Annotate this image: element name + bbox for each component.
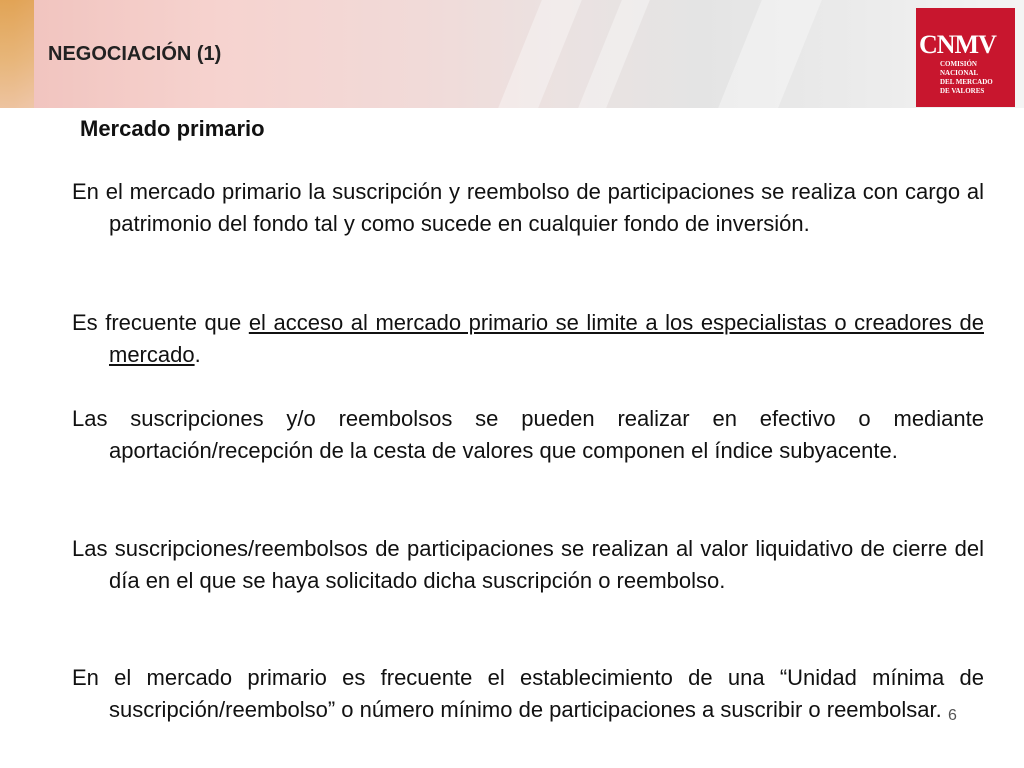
header-band bbox=[0, 0, 1024, 108]
logo-name: COMISIÓN NACIONAL DEL MERCADO DE VALORES bbox=[940, 60, 993, 95]
paragraph-2-underlined: el acceso al mercado primario se limite a los especialistas o creadores de mercado bbox=[109, 310, 984, 367]
header-decoration bbox=[718, 0, 822, 108]
header-decoration bbox=[498, 0, 582, 108]
page-number: 6 bbox=[948, 707, 957, 724]
header-decoration bbox=[578, 0, 650, 108]
header-accent-stripe bbox=[0, 0, 34, 108]
logo-mark: CNMV bbox=[919, 30, 996, 59]
paragraph-1: En el mercado primario la suscripción y reembolso de participaciones se realiza con cargo al patrimonio del fondo tal y como sucede en cualquier fondo de inversión. bbox=[72, 179, 984, 236]
slide-title: NEGOCIACIÓN (1) bbox=[48, 43, 222, 65]
paragraph-2-lead: Es frecuente que bbox=[72, 310, 249, 335]
paragraph-2 bbox=[72, 307, 984, 371]
paragraph-2-end: . bbox=[194, 342, 201, 367]
section-subheading: Mercado primario bbox=[80, 116, 265, 141]
paragraph-5: En el mercado primario es frecuente el establecimiento de una “Unidad mínima de suscripción/reembolso” o número mínimo de participaciones a suscribir o reembolsar. bbox=[72, 665, 984, 722]
paragraph-4: Las suscripciones/reembolsos de participaciones se realizan al valor liquidativo de cierre del día en el que se haya solicitado dicha suscripción o reembolso. bbox=[72, 536, 984, 593]
cnmv-logo bbox=[916, 8, 1015, 107]
paragraph-3: Las suscripciones y/o reembolsos se pueden realizar en efectivo o mediante aportación/recepción de la cesta de valores que componen el índice subyacente. bbox=[72, 406, 984, 463]
